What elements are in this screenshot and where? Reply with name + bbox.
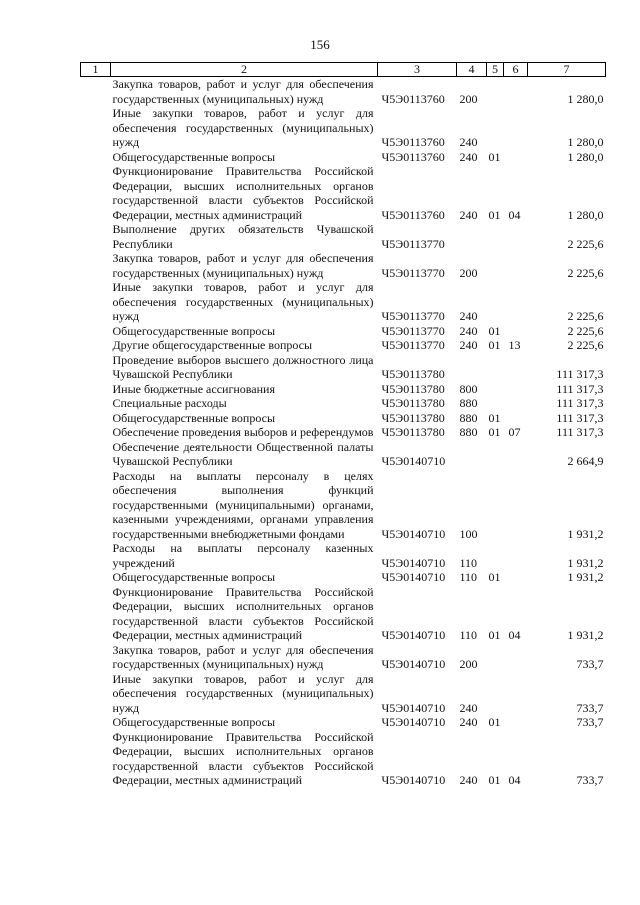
item-name-text: Расходы на выплаты персоналу казенных учреждений xyxy=(112,541,374,570)
table-row xyxy=(81,382,606,397)
section-cell: 01 xyxy=(488,323,501,338)
page-number: 156 xyxy=(310,37,330,52)
amount-cell: 2 225,6 xyxy=(567,323,604,338)
expense-type-cell: 240 xyxy=(459,773,478,787)
subsection-cell: 04 xyxy=(508,207,521,222)
item-name-text: Расходы на выплаты персоналу в целях обеспечения выполнения функций государственными (муниципальными) органами, казенными учреждениями, органами управления государственными внебюджетными фондами xyxy=(112,468,374,541)
item-name-cell xyxy=(111,425,378,440)
table-row xyxy=(81,251,606,280)
item-name-text: Общегосударственные вопросы xyxy=(112,323,276,338)
item-name-cell xyxy=(111,715,378,730)
column-header: 2 xyxy=(111,63,378,77)
row-number-cell xyxy=(81,338,111,353)
expense-type-cell: 240 xyxy=(459,700,478,715)
target-article-cell: Ч5Э0113760 xyxy=(381,207,445,222)
amount-cell: 733,7 xyxy=(576,773,604,787)
table-row xyxy=(81,570,606,585)
item-name-text: Общегосударственные вопросы xyxy=(112,149,276,164)
item-name-text: Закупка товаров, работ и услуг для обеспечения государственных (муниципальных) нужд xyxy=(112,251,374,280)
subsection-cell: 13 xyxy=(508,338,521,352)
target-article-cell: Ч5Э0113770 xyxy=(381,236,445,251)
row-number-cell xyxy=(81,396,111,411)
item-name-cell xyxy=(111,353,378,382)
section-cell: 01 xyxy=(488,773,501,787)
row-number-cell xyxy=(81,77,111,107)
target-article-cell: Ч5Э0113780 xyxy=(381,396,445,410)
expense-type-cell: 880 xyxy=(459,410,478,425)
expense-type-cell: 240 xyxy=(459,338,478,352)
row-number-cell xyxy=(81,164,111,222)
item-name-text: Общегосударственные вопросы xyxy=(112,715,276,729)
expense-type-cell: 110 xyxy=(459,570,478,584)
amount-cell: 733,7 xyxy=(576,657,604,671)
expense-type-cell xyxy=(457,440,487,469)
item-name-cell xyxy=(111,77,378,107)
section-cell xyxy=(487,469,504,542)
amount-cell: 1 931,2 xyxy=(567,555,604,570)
table-row xyxy=(81,730,606,788)
row-number-cell xyxy=(81,280,111,324)
table-row xyxy=(81,541,606,570)
item-name-cell xyxy=(111,222,378,251)
subsection-cell xyxy=(504,396,528,411)
budget-table xyxy=(80,62,606,788)
column-header: 5 xyxy=(487,63,504,77)
row-number-cell xyxy=(81,251,111,280)
table-row xyxy=(81,280,606,324)
subsection-cell: 04 xyxy=(508,628,521,642)
item-name-cell xyxy=(111,382,378,397)
amount-cell: 2 225,6 xyxy=(567,265,604,280)
subsection-cell xyxy=(504,324,528,339)
row-number-cell xyxy=(81,222,111,251)
expense-type-cell: 200 xyxy=(459,657,478,671)
subsection-cell xyxy=(504,440,528,469)
target-article-cell: Ч5Э0113760 xyxy=(381,149,445,164)
table-row xyxy=(81,338,606,353)
amount-cell: 111 317,3 xyxy=(556,396,604,410)
table-row xyxy=(81,425,606,440)
row-number-cell xyxy=(81,570,111,585)
subsection-cell xyxy=(504,541,528,570)
row-number-cell xyxy=(81,106,111,150)
column-header: 1 xyxy=(81,63,111,77)
item-name-text: Иные закупки товаров, работ и услуг для обеспечения государственных (муниципальных) нужд xyxy=(112,106,374,149)
row-number-cell xyxy=(81,324,111,339)
item-name-text: Иные закупки товаров, работ и услуг для обеспечения государственных (муниципальных) нужд xyxy=(112,671,374,715)
expense-type-cell: 880 xyxy=(459,396,478,410)
row-number-cell xyxy=(81,440,111,469)
target-article-cell: Ч5Э0140710 xyxy=(381,570,446,584)
expense-type-cell: 800 xyxy=(459,381,478,396)
row-number-cell xyxy=(81,425,111,440)
item-name-cell xyxy=(111,440,378,469)
expense-type-cell: 240 xyxy=(459,135,478,149)
column-header: 3 xyxy=(378,63,457,77)
expense-type-cell: 240 xyxy=(459,149,478,164)
row-number-cell xyxy=(81,353,111,382)
target-article-cell: Ч5Э0113770 xyxy=(381,265,445,280)
item-name-text: Функционирование Правительства Российской Федерации, высших исполнительных органов государственной власти субъектов Российской Федерации, местных администраций xyxy=(112,729,374,787)
row-number-cell xyxy=(81,469,111,542)
expense-type-cell: 110 xyxy=(459,628,478,642)
column-header: 7 xyxy=(528,63,606,77)
section-cell xyxy=(487,440,504,469)
table-row xyxy=(81,643,606,672)
section-cell xyxy=(487,280,504,324)
target-article-cell: Ч5Э0140710 xyxy=(381,555,446,570)
section-cell xyxy=(487,643,504,672)
subsection-cell xyxy=(504,469,528,542)
expense-type-cell: 240 xyxy=(459,207,478,222)
target-article-cell: Ч5Э0113770 xyxy=(381,338,445,352)
row-number-cell xyxy=(81,382,111,397)
table-row xyxy=(81,715,606,730)
amount-cell: 1 931,2 xyxy=(567,628,604,642)
row-number-cell xyxy=(81,643,111,672)
section-cell xyxy=(487,396,504,411)
item-name-text: Специальные расходы xyxy=(112,396,227,410)
subsection-cell xyxy=(504,382,528,397)
table-row xyxy=(81,222,606,251)
subsection-cell xyxy=(504,715,528,730)
target-article-cell: Ч5Э0113760 xyxy=(381,91,445,106)
amount-cell: 1 280,0 xyxy=(567,207,604,222)
table-row xyxy=(81,411,606,426)
table-row xyxy=(81,106,606,150)
row-number-cell xyxy=(81,715,111,730)
item-name-cell xyxy=(111,251,378,280)
item-name-cell xyxy=(111,585,378,643)
expense-type-cell: 200 xyxy=(459,91,478,106)
item-name-cell xyxy=(111,672,378,716)
subsection-cell xyxy=(504,411,528,426)
expense-type-cell: 240 xyxy=(459,715,478,729)
table-row xyxy=(81,164,606,222)
target-article-cell: Ч5Э0140710 xyxy=(381,657,446,671)
table-row xyxy=(81,324,606,339)
expense-type-cell: 240 xyxy=(459,309,478,323)
target-article-cell: Ч5Э0113760 xyxy=(381,135,445,149)
subsection-cell xyxy=(504,643,528,672)
item-name-text: Иные бюджетные ассигнования xyxy=(112,381,275,396)
section-cell: 01 xyxy=(488,338,501,352)
target-article-cell: Ч5Э0113770 xyxy=(381,323,445,338)
table-row xyxy=(81,672,606,716)
item-name-text: Функционирование Правительства Российской Федерации, высших исполнительных органов государственной власти субъектов Российской Федерации, местных администраций xyxy=(112,164,374,222)
amount-cell: 111 317,3 xyxy=(556,367,604,381)
item-name-text: Обеспечение деятельности Общественной палаты Чувашской Республики xyxy=(112,439,374,468)
expense-type-cell xyxy=(457,353,487,382)
subsection-cell xyxy=(504,251,528,280)
table-body xyxy=(81,77,606,788)
subsection-cell: 07 xyxy=(508,425,521,439)
subsection-cell xyxy=(504,106,528,150)
item-name-text: Другие общегосударственные вопросы xyxy=(112,338,313,352)
amount-cell: 2 225,6 xyxy=(567,309,604,323)
item-name-cell xyxy=(111,643,378,672)
section-cell xyxy=(487,382,504,397)
item-name-cell xyxy=(111,730,378,788)
section-cell: 01 xyxy=(488,207,501,222)
item-name-cell xyxy=(111,469,378,542)
item-name-cell xyxy=(111,541,378,570)
amount-cell: 1 280,0 xyxy=(567,91,604,106)
target-article-cell: Ч5Э0113780 xyxy=(381,425,445,439)
item-name-text: Иные закупки товаров, работ и услуг для обеспечения государственных (муниципальных) нужд xyxy=(112,280,374,323)
target-article-cell: Ч5Э0140710 xyxy=(381,454,446,468)
column-header: 6 xyxy=(504,63,528,77)
section-cell xyxy=(487,353,504,382)
table-header-row xyxy=(81,63,606,77)
item-name-cell xyxy=(111,150,378,165)
item-name-cell xyxy=(111,280,378,324)
amount-cell: 1 280,0 xyxy=(567,149,604,164)
section-cell xyxy=(487,672,504,716)
target-article-cell: Ч5Э0140710 xyxy=(381,715,446,729)
section-cell: 01 xyxy=(488,149,501,164)
section-cell xyxy=(487,251,504,280)
target-article-cell: Ч5Э0140710 xyxy=(381,773,446,787)
amount-cell: 2 664,9 xyxy=(567,454,604,468)
section-cell xyxy=(487,222,504,251)
row-number-cell xyxy=(81,541,111,570)
target-article-cell: Ч5Э0140710 xyxy=(381,526,446,541)
table-row xyxy=(81,353,606,382)
target-article-cell: Ч5Э0113780 xyxy=(381,410,445,425)
item-name-text: Проведение выборов высшего должностного лица Чувашской Республики xyxy=(112,352,374,381)
amount-cell: 1 931,2 xyxy=(567,526,604,541)
table-row xyxy=(81,150,606,165)
section-cell: 01 xyxy=(488,628,501,642)
section-cell: 01 xyxy=(488,410,501,425)
amount-cell: 2 225,6 xyxy=(567,236,604,251)
expense-type-cell: 240 xyxy=(459,323,478,338)
subsection-cell xyxy=(504,672,528,716)
section-cell: 01 xyxy=(488,715,501,729)
amount-cell: 111 317,3 xyxy=(556,381,604,396)
target-article-cell: Ч5Э0113780 xyxy=(381,381,445,396)
row-number-cell xyxy=(81,730,111,788)
target-article-cell: Ч5Э0113780 xyxy=(381,367,445,381)
subsection-cell xyxy=(504,77,528,107)
target-article-cell: Ч5Э0140710 xyxy=(381,700,446,715)
section-cell xyxy=(487,106,504,150)
target-article-cell: Ч5Э0140710 xyxy=(381,628,446,642)
subsection-cell xyxy=(504,222,528,251)
section-cell: 01 xyxy=(488,570,501,584)
section-cell xyxy=(487,541,504,570)
item-name-text: Общегосударственные вопросы xyxy=(112,410,276,425)
subsection-cell xyxy=(504,280,528,324)
subsection-cell xyxy=(504,150,528,165)
expense-type-cell: 110 xyxy=(459,555,478,570)
table-row xyxy=(81,440,606,469)
amount-cell: 733,7 xyxy=(576,715,604,729)
column-header: 4 xyxy=(457,63,487,77)
amount-cell: 1 931,2 xyxy=(567,570,604,584)
expense-type-cell: 880 xyxy=(459,425,478,439)
item-name-text: Обеспечение проведения выборов и референдумов xyxy=(112,425,374,439)
item-name-text: Функционирование Правительства Российской Федерации, высших исполнительных органов государственной власти субъектов Российской Федерации, местных администраций xyxy=(112,584,374,642)
expense-type-cell xyxy=(457,222,487,251)
amount-cell: 1 280,0 xyxy=(567,135,604,149)
table-row xyxy=(81,77,606,107)
item-name-cell xyxy=(111,338,378,353)
row-number-cell xyxy=(81,585,111,643)
row-number-cell xyxy=(81,150,111,165)
table-row xyxy=(81,585,606,643)
item-name-text: Закупка товаров, работ и услуг для обеспечения государственных (муниципальных) нужд xyxy=(112,642,374,671)
row-number-cell xyxy=(81,411,111,426)
item-name-cell xyxy=(111,411,378,426)
row-number-cell xyxy=(81,672,111,716)
subsection-cell xyxy=(504,353,528,382)
expense-type-cell: 100 xyxy=(459,526,478,541)
item-name-cell xyxy=(111,164,378,222)
item-name-text: Общегосударственные вопросы xyxy=(112,570,276,584)
item-name-text: Закупка товаров, работ и услуг для обеспечения государственных (муниципальных) нужд xyxy=(112,77,374,106)
section-cell: 01 xyxy=(488,425,501,439)
item-name-text: Выполнение других обязательств Чувашской Республики xyxy=(112,222,374,251)
table-row xyxy=(81,396,606,411)
amount-cell: 111 317,3 xyxy=(556,425,604,439)
item-name-cell xyxy=(111,570,378,585)
item-name-cell xyxy=(111,106,378,150)
table-row xyxy=(81,469,606,542)
amount-cell: 111 317,3 xyxy=(556,410,604,425)
amount-cell: 733,7 xyxy=(576,700,604,715)
amount-cell: 2 225,6 xyxy=(567,338,604,352)
item-name-cell xyxy=(111,396,378,411)
target-article-cell: Ч5Э0113770 xyxy=(381,309,445,323)
subsection-cell xyxy=(504,570,528,585)
item-name-cell xyxy=(111,324,378,339)
expense-type-cell: 200 xyxy=(459,265,478,280)
subsection-cell: 04 xyxy=(508,773,521,787)
section-cell xyxy=(487,77,504,107)
